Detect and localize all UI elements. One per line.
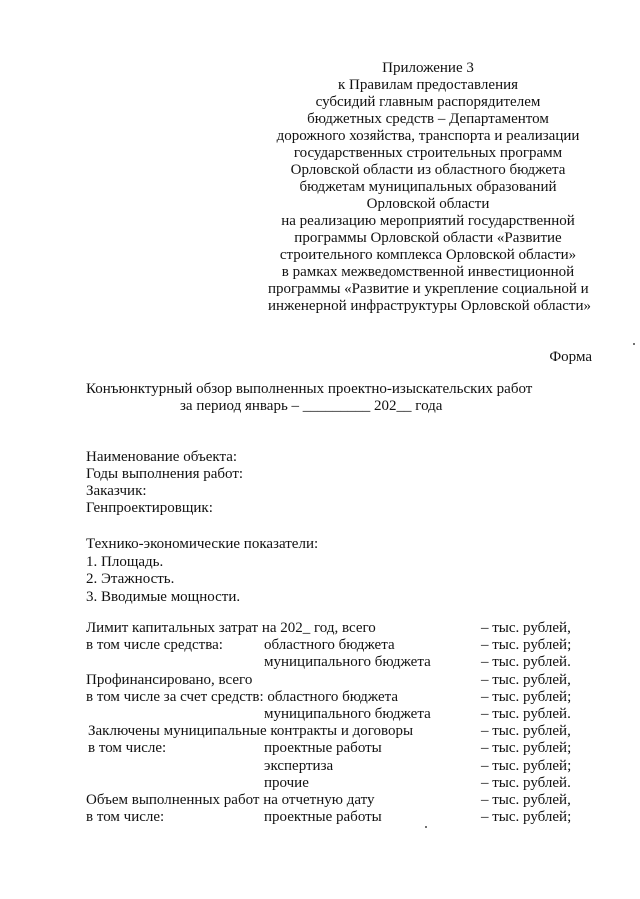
table-row xyxy=(0,809,640,826)
row-source: прочие xyxy=(264,774,309,791)
appendix-line: строительного комплекса Орловской области» xyxy=(279,247,577,263)
row-label: Профинансировано, всего xyxy=(86,671,253,688)
appendix-line: государственных строительных программ xyxy=(293,145,563,161)
table-row xyxy=(0,672,640,689)
object-fields xyxy=(86,449,243,517)
row-unit: – тыс. рублей, xyxy=(481,671,571,688)
row-source: проектные работы xyxy=(264,740,382,757)
appendix-line: Орловской области из областного бюджета xyxy=(290,162,566,178)
field-customer: Заказчик: xyxy=(86,483,147,499)
row-label: в том числе: xyxy=(88,740,167,757)
table-row xyxy=(0,792,640,809)
row-unit: – тыс. рублей, xyxy=(481,620,571,636)
financial-table xyxy=(0,620,640,826)
row-label: Объем выполненных работ на отчетную дату xyxy=(86,791,375,808)
table-row xyxy=(0,637,640,654)
field-work-years: Годы выполнения работ: xyxy=(86,466,244,482)
appendix-line: бюджетных средств – Департаментом xyxy=(307,111,549,127)
row-unit: – тыс. рублей; xyxy=(481,757,572,774)
appendix-line: инженерной инфраструктуры Орловской области» xyxy=(268,298,591,314)
row-unit: – тыс. рублей, xyxy=(481,723,571,740)
table-row xyxy=(0,723,640,740)
row-unit: – тыс. рублей. xyxy=(481,705,571,722)
row-label: в том числе за счет средств: областного бюджета xyxy=(86,688,399,705)
table-row xyxy=(0,654,640,671)
row-source: муниципального бюджета xyxy=(264,705,431,722)
row-unit: – тыс. рублей. xyxy=(481,774,571,791)
field-object-name: Наименование объекта: xyxy=(86,449,238,465)
table-row xyxy=(0,706,640,723)
row-source: проектные работы xyxy=(264,809,382,826)
table-row xyxy=(0,689,640,706)
row-unit: – тыс. рублей; xyxy=(481,740,572,757)
table-row xyxy=(0,758,640,775)
document-title: Конъюнктурный обзор выполненных проектно-изыскательских работ xyxy=(86,381,533,397)
appendix-line: дорожного хозяйства, транспорта и реализации xyxy=(276,128,580,144)
appendix-line: к Правилам предоставления xyxy=(337,77,519,93)
table-row xyxy=(0,740,640,757)
appendix-line: Орловской области xyxy=(366,196,490,212)
row-label: в том числе средства: xyxy=(86,637,223,654)
row-unit: – тыс. рублей; xyxy=(481,688,572,705)
document-period: за период январь – _________ 202__ года xyxy=(180,398,443,414)
appendix-line: Приложение 3 xyxy=(382,60,474,76)
row-label: Лимит капитальных затрат на 202_ год, всего xyxy=(86,620,376,636)
row-unit: – тыс. рублей; xyxy=(481,809,572,826)
scan-speck xyxy=(633,343,635,345)
table-row xyxy=(0,775,640,792)
scan-speck xyxy=(425,826,427,828)
row-source: муниципального бюджета xyxy=(264,654,431,671)
appendix-line: субсидий главным распорядителем xyxy=(315,94,541,110)
row-source: областного бюджета xyxy=(264,637,395,654)
technical-item: 3. Вводимые мощности. xyxy=(86,588,241,605)
appendix-line: бюджетам муниципальных образований xyxy=(299,179,557,195)
table-row xyxy=(0,620,640,637)
appendix-header xyxy=(268,60,591,315)
technical-item: 1. Площадь. xyxy=(86,553,164,570)
row-unit: – тыс. рублей, xyxy=(481,791,571,808)
appendix-line: программы Орловской области «Развитие xyxy=(294,230,562,246)
technical-item: 2. Этажность. xyxy=(86,571,175,587)
appendix-line: программы «Развитие и укрепление социальной и xyxy=(268,281,589,297)
technical-indicators xyxy=(86,536,318,606)
appendix-line: на реализацию мероприятий государственной xyxy=(281,213,575,229)
row-unit: – тыс. рублей; xyxy=(481,637,572,654)
field-general-designer: Генпроектировщик: xyxy=(86,500,213,516)
appendix-line: в рамках межведомственной инвестиционной xyxy=(281,264,575,280)
row-label: в том числе: xyxy=(86,809,165,826)
form-label: Форма xyxy=(549,349,592,365)
row-source: экспертиза xyxy=(264,757,334,774)
row-label: Заключены муниципальные контракты и договоры xyxy=(88,723,414,740)
row-unit: – тыс. рублей. xyxy=(481,654,571,671)
technical-heading: Технико-экономические показатели: xyxy=(86,536,319,552)
